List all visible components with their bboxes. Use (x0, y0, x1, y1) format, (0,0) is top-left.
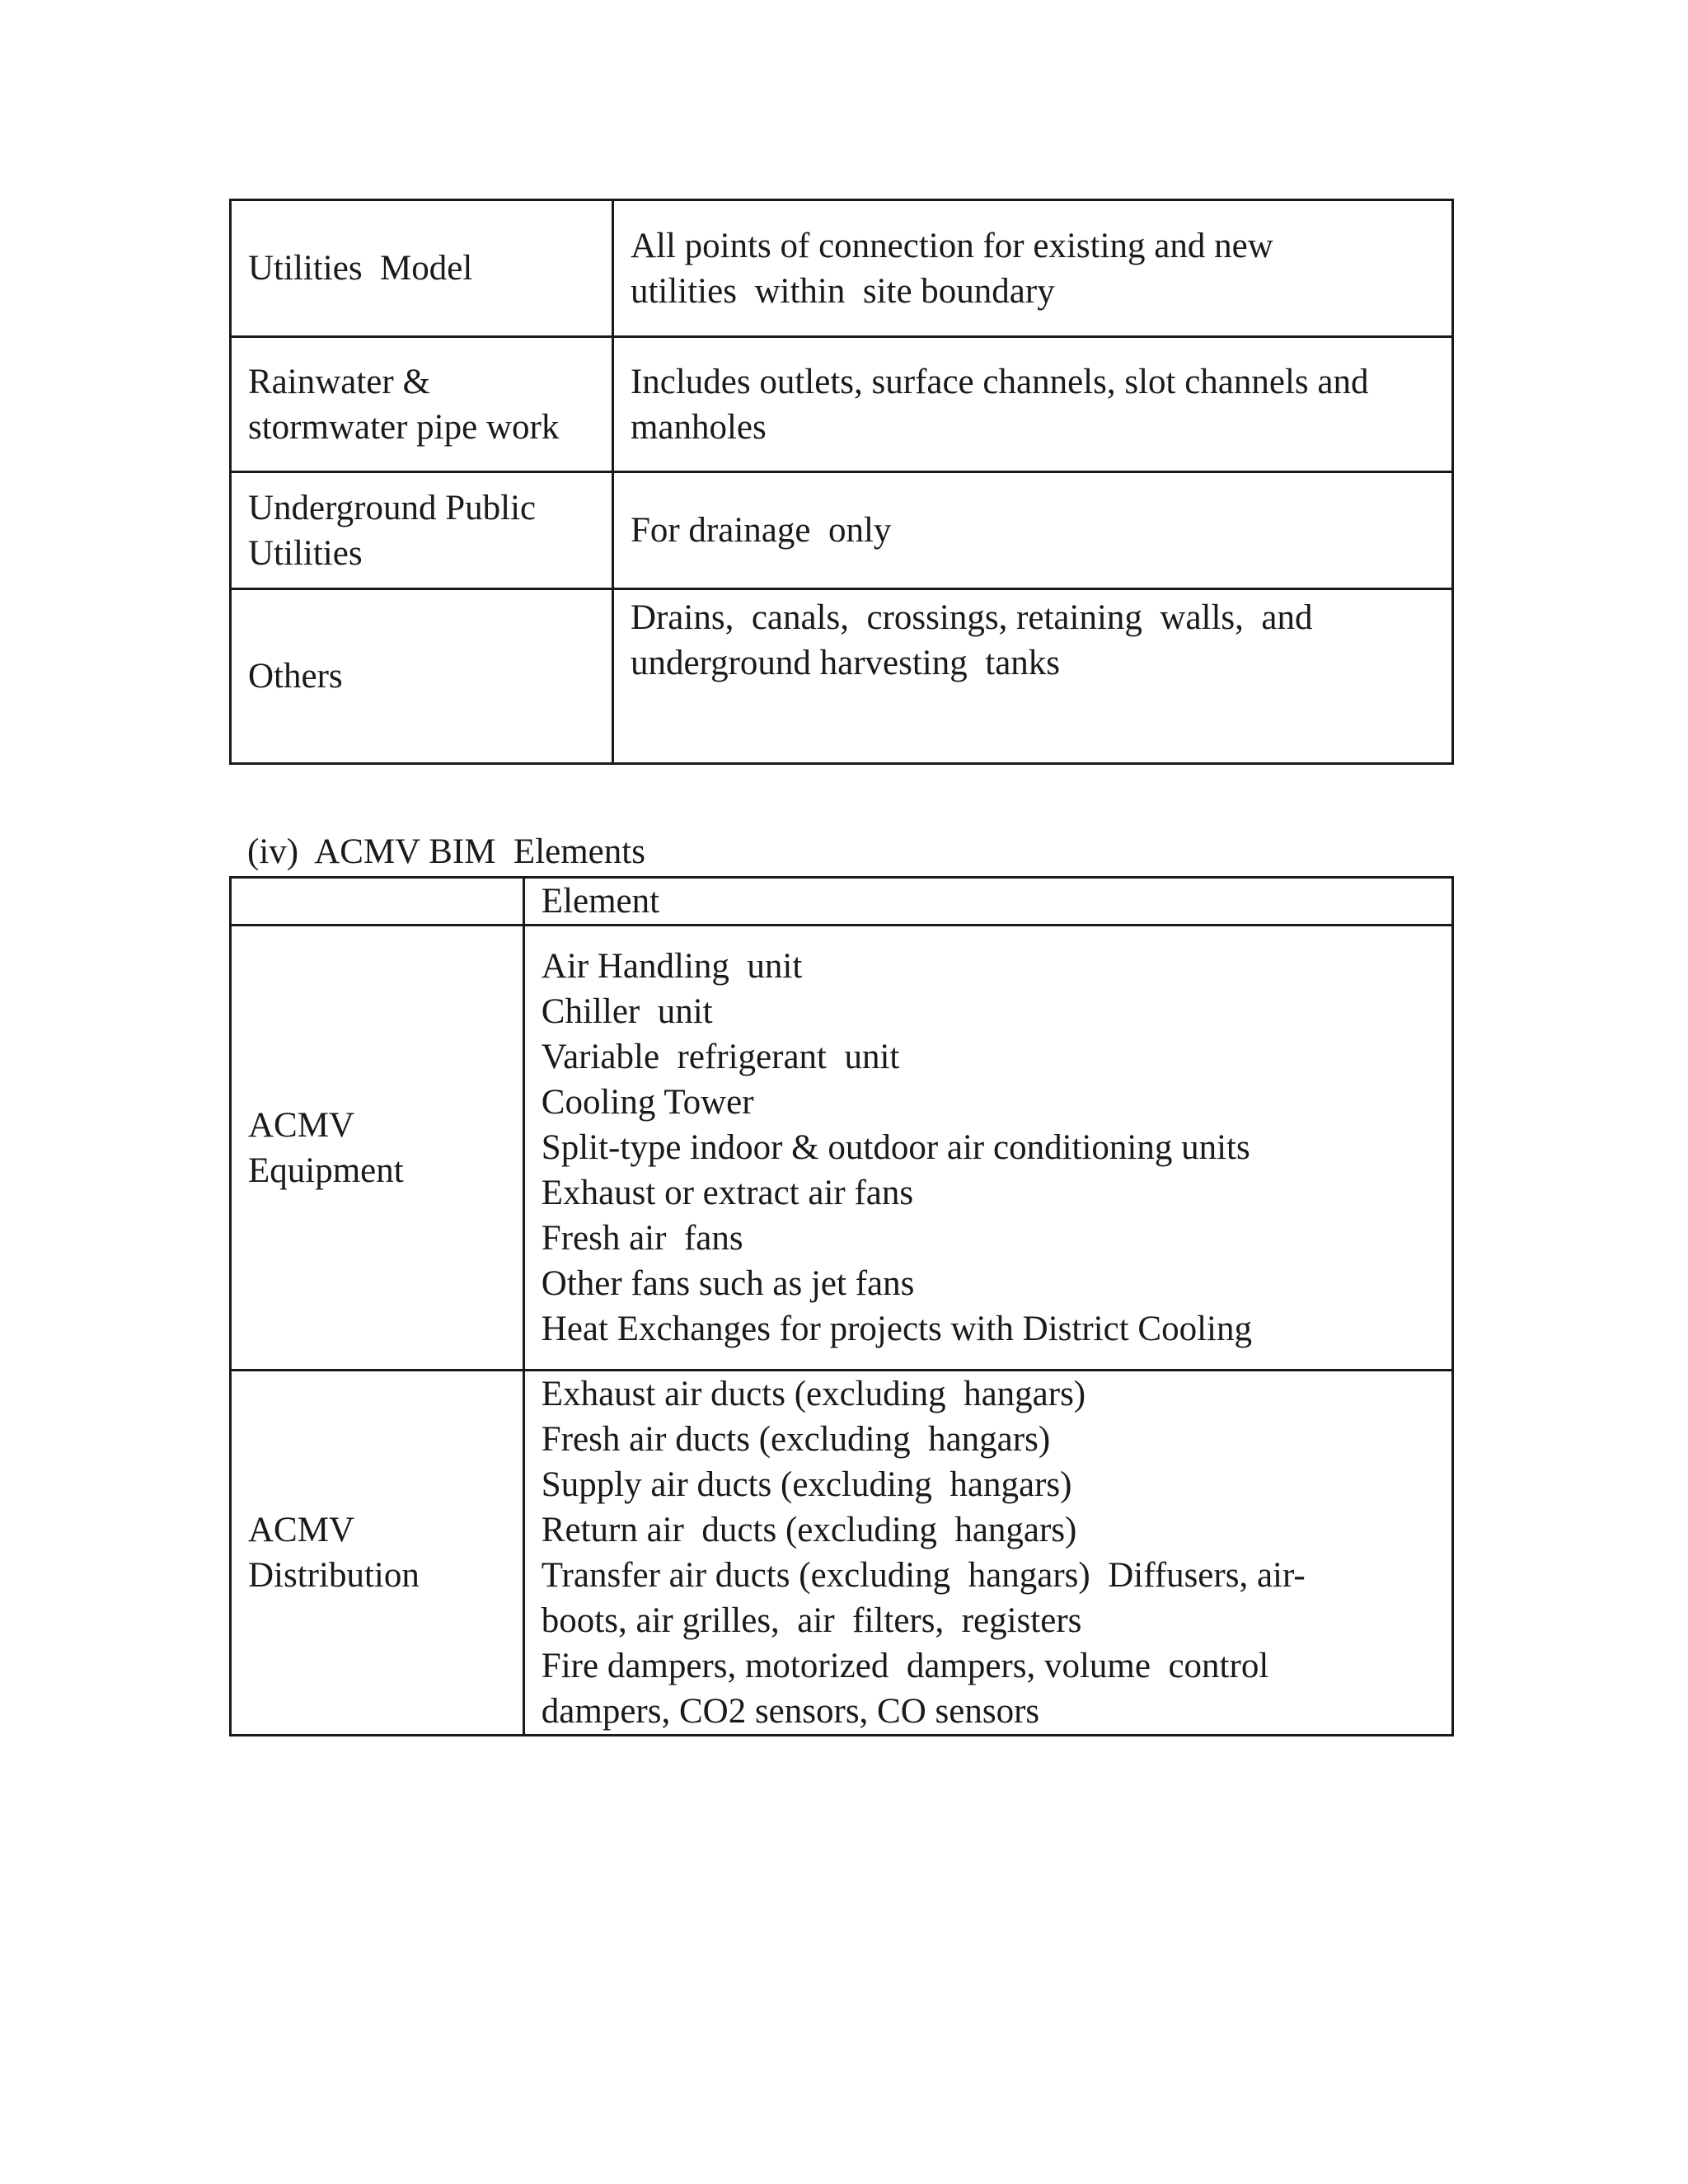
acmv-element-item: Other fans such as jet fans (541, 1264, 915, 1303)
utility-name: Rainwater & stormwater pipe work (248, 362, 560, 447)
acmv-element-item: Fresh air ducts (excluding hangars) (541, 1420, 1051, 1459)
table-row (231, 1371, 1453, 1736)
utility-name: Underground Public Utilities (248, 488, 537, 573)
table-row (231, 926, 1453, 1371)
section-heading: (iv) ACMV BIM Elements (247, 832, 645, 871)
utility-description-line: All points of connection for existing and new (630, 226, 1273, 265)
utility-description-cell (612, 589, 1452, 764)
utility-description-line: Drains, canals, crossings, retaining walls, and (630, 598, 1313, 637)
acmv-element-item: Fresh air fans (541, 1219, 743, 1258)
acmv-category-cell (231, 926, 524, 1371)
acmv-category: ACMV Equipment (248, 1105, 404, 1190)
acmv-element-item: Split-type indoor & outdoor air conditioning units (541, 1128, 1250, 1167)
acmv-element-item: Exhaust or extract air fans (541, 1174, 914, 1212)
table-row (231, 589, 1453, 764)
utility-description-line: underground harvesting tanks (630, 644, 1061, 682)
table-row (231, 200, 1453, 337)
utility-name-cell (231, 589, 613, 764)
acmv-element-item: Cooling Tower (541, 1083, 754, 1122)
acmv-element-item: dampers, CO2 sensors, CO sensors (541, 1692, 1040, 1731)
table-header-row (231, 878, 1453, 926)
acmv-elements-table (229, 876, 1454, 1736)
utility-name-cell (231, 472, 613, 589)
acmv-elements-cell (523, 1371, 1452, 1736)
utility-description-line: manholes (630, 407, 767, 447)
utility-description-cell (612, 472, 1452, 589)
acmv-element-item: Chiller unit (541, 992, 713, 1031)
acmv-category-cell (231, 1371, 524, 1736)
utility-description-cell (612, 337, 1452, 472)
utility-description-cell (612, 200, 1452, 337)
acmv-element-item: Heat Exchanges for projects with District Cooling (541, 1310, 1252, 1348)
acmv-element-item: Variable refrigerant unit (541, 1038, 900, 1076)
header-cell-element: Element (523, 878, 1452, 926)
utility-description-line: Includes outlets, surface channels, slot channels and (630, 362, 1369, 401)
table-row (231, 337, 1453, 472)
table-row (231, 472, 1453, 589)
acmv-element-item: boots, air grilles, air filters, registers (541, 1601, 1082, 1640)
acmv-category: ACMV Distribution (248, 1511, 420, 1595)
acmv-element-item: Exhaust air ducts (excluding hangars) (541, 1375, 1086, 1413)
utility-name-cell (231, 337, 613, 472)
utility-name: Others (248, 657, 343, 696)
acmv-element-item: Supply air ducts (excluding hangars) (541, 1465, 1072, 1504)
utility-name-cell (231, 200, 613, 337)
utility-description-line: For drainage only (630, 511, 892, 550)
utility-name: Utilities Model (248, 249, 473, 288)
utilities-table (229, 199, 1454, 765)
header-cell-empty (231, 878, 524, 926)
acmv-element-item: Fire dampers, motorized dampers, volume control (541, 1647, 1269, 1685)
acmv-element-item: Return air ducts (excluding hangars) (541, 1511, 1077, 1549)
utility-description-line: utilities within site boundary (630, 271, 1055, 311)
acmv-elements-cell (523, 926, 1452, 1371)
acmv-element-item: Air Handling unit (541, 947, 803, 986)
acmv-element-item: Transfer air ducts (excluding hangars) Diffusers, air- (541, 1556, 1306, 1595)
